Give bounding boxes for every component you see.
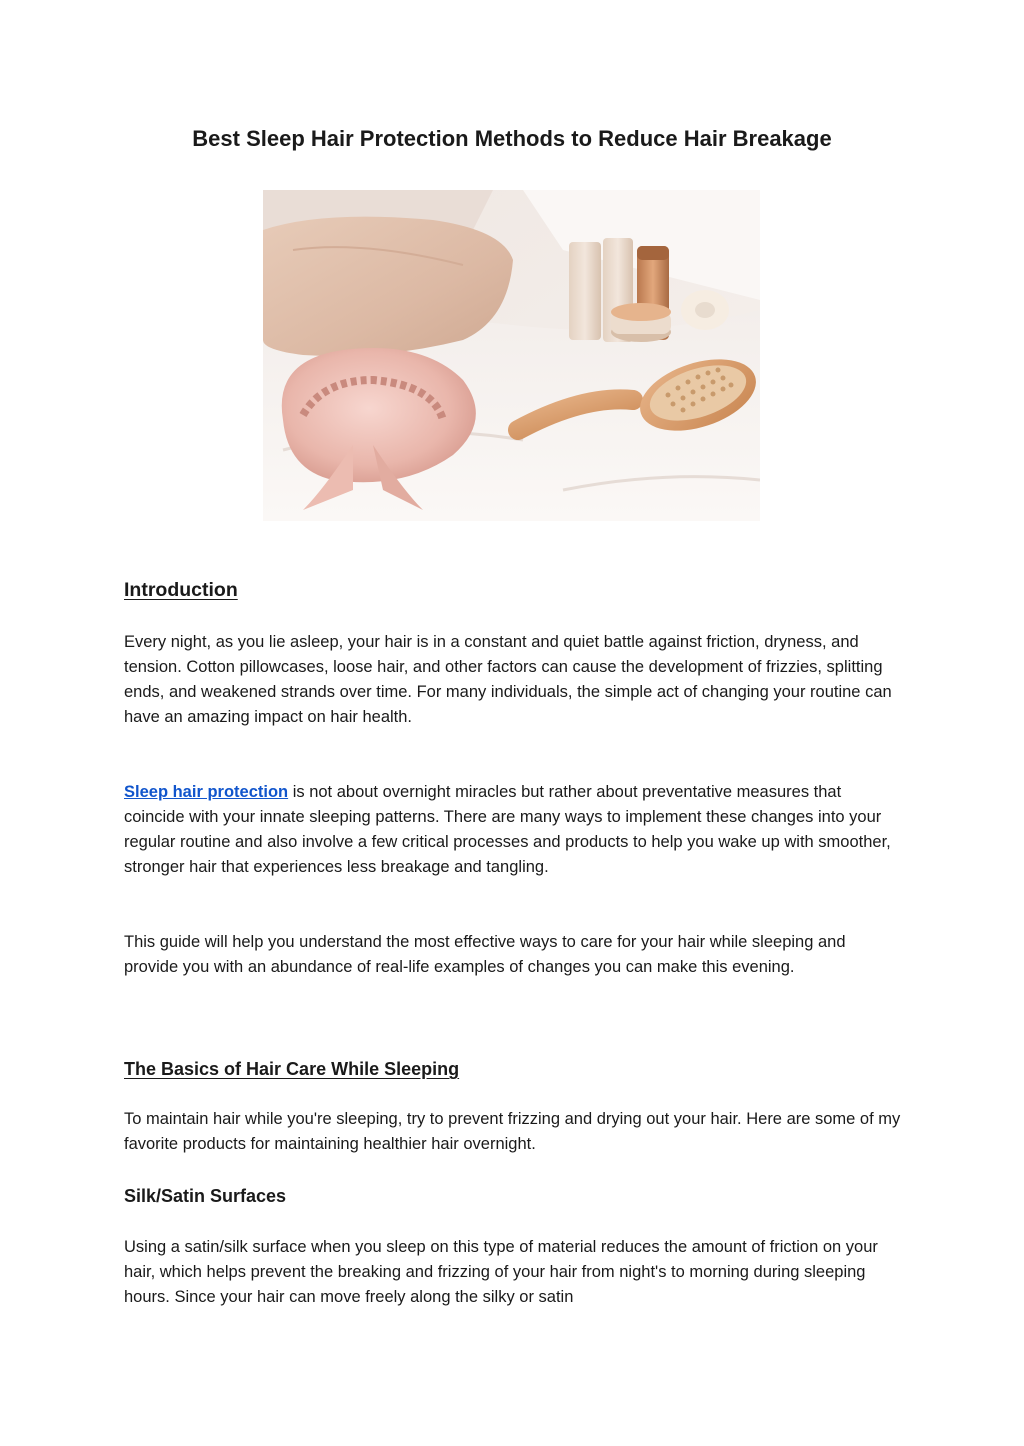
basics-paragraph-1: To maintain hair while you're sleeping, try to prevent frizzing and drying out your hair. Here are some of my favorite products for maintaining healthier hair overnight. bbox=[124, 1110, 901, 1153]
section-heading-introduction: Introduction bbox=[124, 579, 238, 601]
sleep-hair-protection-link[interactable]: Sleep hair protection bbox=[124, 783, 289, 801]
intro-paragraph-1: Every night, as you lie asleep, your hair is in a constant and quiet battle against friction, dryness, and tension. Cotton pillowcases, loose hair, and other factors can cause the development of frizzies, splitting ends, and weakened strands over time. For many individuals, the simple act of changing your routine can have an amazing impact on hair health. bbox=[124, 633, 892, 726]
intro-paragraph-2-text: is not about overnight miracles but rather about preventative measures that coincide with your innate sleeping patterns. There are many ways to implement these changes into your regular routine and also involve a few critical processes and products to help you wake up with smoother, stronger hair that experiences less breakage and tangling. bbox=[124, 783, 891, 876]
hero-image bbox=[263, 190, 760, 521]
intro-paragraph-2 bbox=[124, 780, 904, 880]
document-title: Best Sleep Hair Protection Methods to Reduce Hair Breakage bbox=[192, 126, 832, 151]
intro-paragraph-3: This guide will help you understand the most effective ways to care for your hair while sleeping and provide you with an abundance of real-life examples of changes you can make this evening. bbox=[124, 933, 846, 976]
section-heading-silk-satin: Silk/Satin Surfaces bbox=[124, 1186, 287, 1206]
silk-satin-paragraph-1: Using a satin/silk surface when you sleep on this type of material reduces the amount of friction on your hair, which helps prevent the breaking and frizzing of your hair from night's to morning during sleeping hours. Since your hair can move freely along the silky or satin bbox=[124, 1238, 878, 1306]
section-heading-basics: The Basics of Hair Care While Sleeping bbox=[124, 1059, 460, 1079]
